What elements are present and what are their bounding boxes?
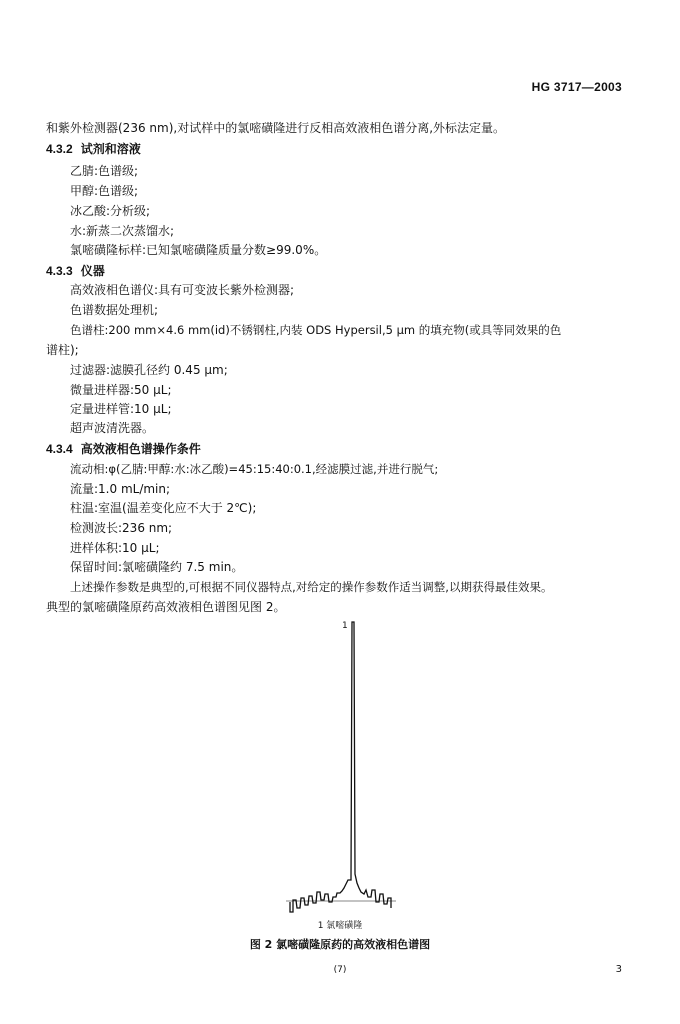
- list-item: 超声波清洗器。: [70, 421, 155, 435]
- section-title: 试剂和溶液: [80, 142, 141, 156]
- paragraph-line: 上述操作参数是典型的,可根据不同仪器特点,对给定的操作参数作适当调整,以期获得最佳效果。: [70, 580, 553, 594]
- page-number: 3: [615, 964, 622, 975]
- list-item: 定量进样管:10 μL;: [70, 402, 172, 416]
- list-item-continuation: 谱柱);: [46, 343, 79, 357]
- section-title: 高效液相色谱操作条件: [80, 442, 201, 456]
- list-item: 保留时间:氯嘧磺隆约 7.5 min。: [70, 560, 244, 574]
- figure-caption: 图 2 氯嘧磺隆原药的高效液相色谱图: [249, 938, 431, 951]
- list-item: 流动相:φ(乙腈:甲醇:水:冰乙酸)=45:15:40:0.1,经滤膜过滤,并进行脱气;: [70, 462, 439, 476]
- footer-page-marker: (7): [333, 965, 347, 975]
- intro-line: 和紫外检测器(236 nm),对试样中的氯嘧磺隆进行反相高效液相色谱分离,外标法定量。: [46, 121, 506, 135]
- list-item: 微量进样器:50 μL;: [70, 383, 172, 397]
- peak-legend: 1 氯嘧磺隆: [317, 921, 363, 931]
- list-item: 冰乙酸:分析级;: [70, 204, 151, 218]
- section-heading-4-3-2: [46, 141, 141, 157]
- chromatogram-svg: [260, 612, 440, 932]
- list-item: 柱温:室温(温差变化应不大于 2℃);: [70, 501, 257, 515]
- peak-number-label: 1: [342, 621, 348, 631]
- list-item: 色谱数据处理机;: [70, 303, 159, 317]
- paragraph-line: 典型的氯嘧磺隆原药高效液相色谱图见图 2。: [46, 600, 286, 614]
- list-item: 进样体积:10 μL;: [70, 541, 160, 555]
- section-heading-4-3-4: [46, 441, 201, 457]
- section-number: 4.3.4: [46, 442, 73, 456]
- list-item: 高效液相色谱仪:具有可变波长紫外检测器;: [70, 283, 295, 297]
- document-code: HG 3717—2003: [531, 80, 622, 94]
- section-number: 4.3.3: [46, 264, 73, 278]
- list-item: 水:新蒸二次蒸馏水;: [70, 224, 175, 238]
- list-item: 甲醇:色谱级;: [70, 184, 139, 198]
- list-item: 流量:1.0 mL/min;: [70, 482, 171, 496]
- list-item: 过滤器:滤膜孔径约 0.45 μm;: [70, 363, 228, 377]
- chromatogram-trace: [290, 622, 391, 912]
- section-title: 仪器: [80, 264, 105, 278]
- list-item: 色谱柱:200 mm×4.6 mm(id)不锈钢柱,内装 ODS Hypersil,5 μm 的填充物(或具等同效果的色: [70, 323, 562, 337]
- list-item: 乙腈:色谱级;: [70, 164, 139, 178]
- section-number: 4.3.2: [46, 142, 73, 156]
- list-item: 检测波长:236 nm;: [70, 521, 173, 535]
- chromatogram-figure: [260, 612, 440, 932]
- section-heading-4-3-3: [46, 263, 105, 279]
- list-item: 氯嘧磺隆标样:已知氯嘧磺隆质量分数≥99.0%。: [70, 243, 327, 257]
